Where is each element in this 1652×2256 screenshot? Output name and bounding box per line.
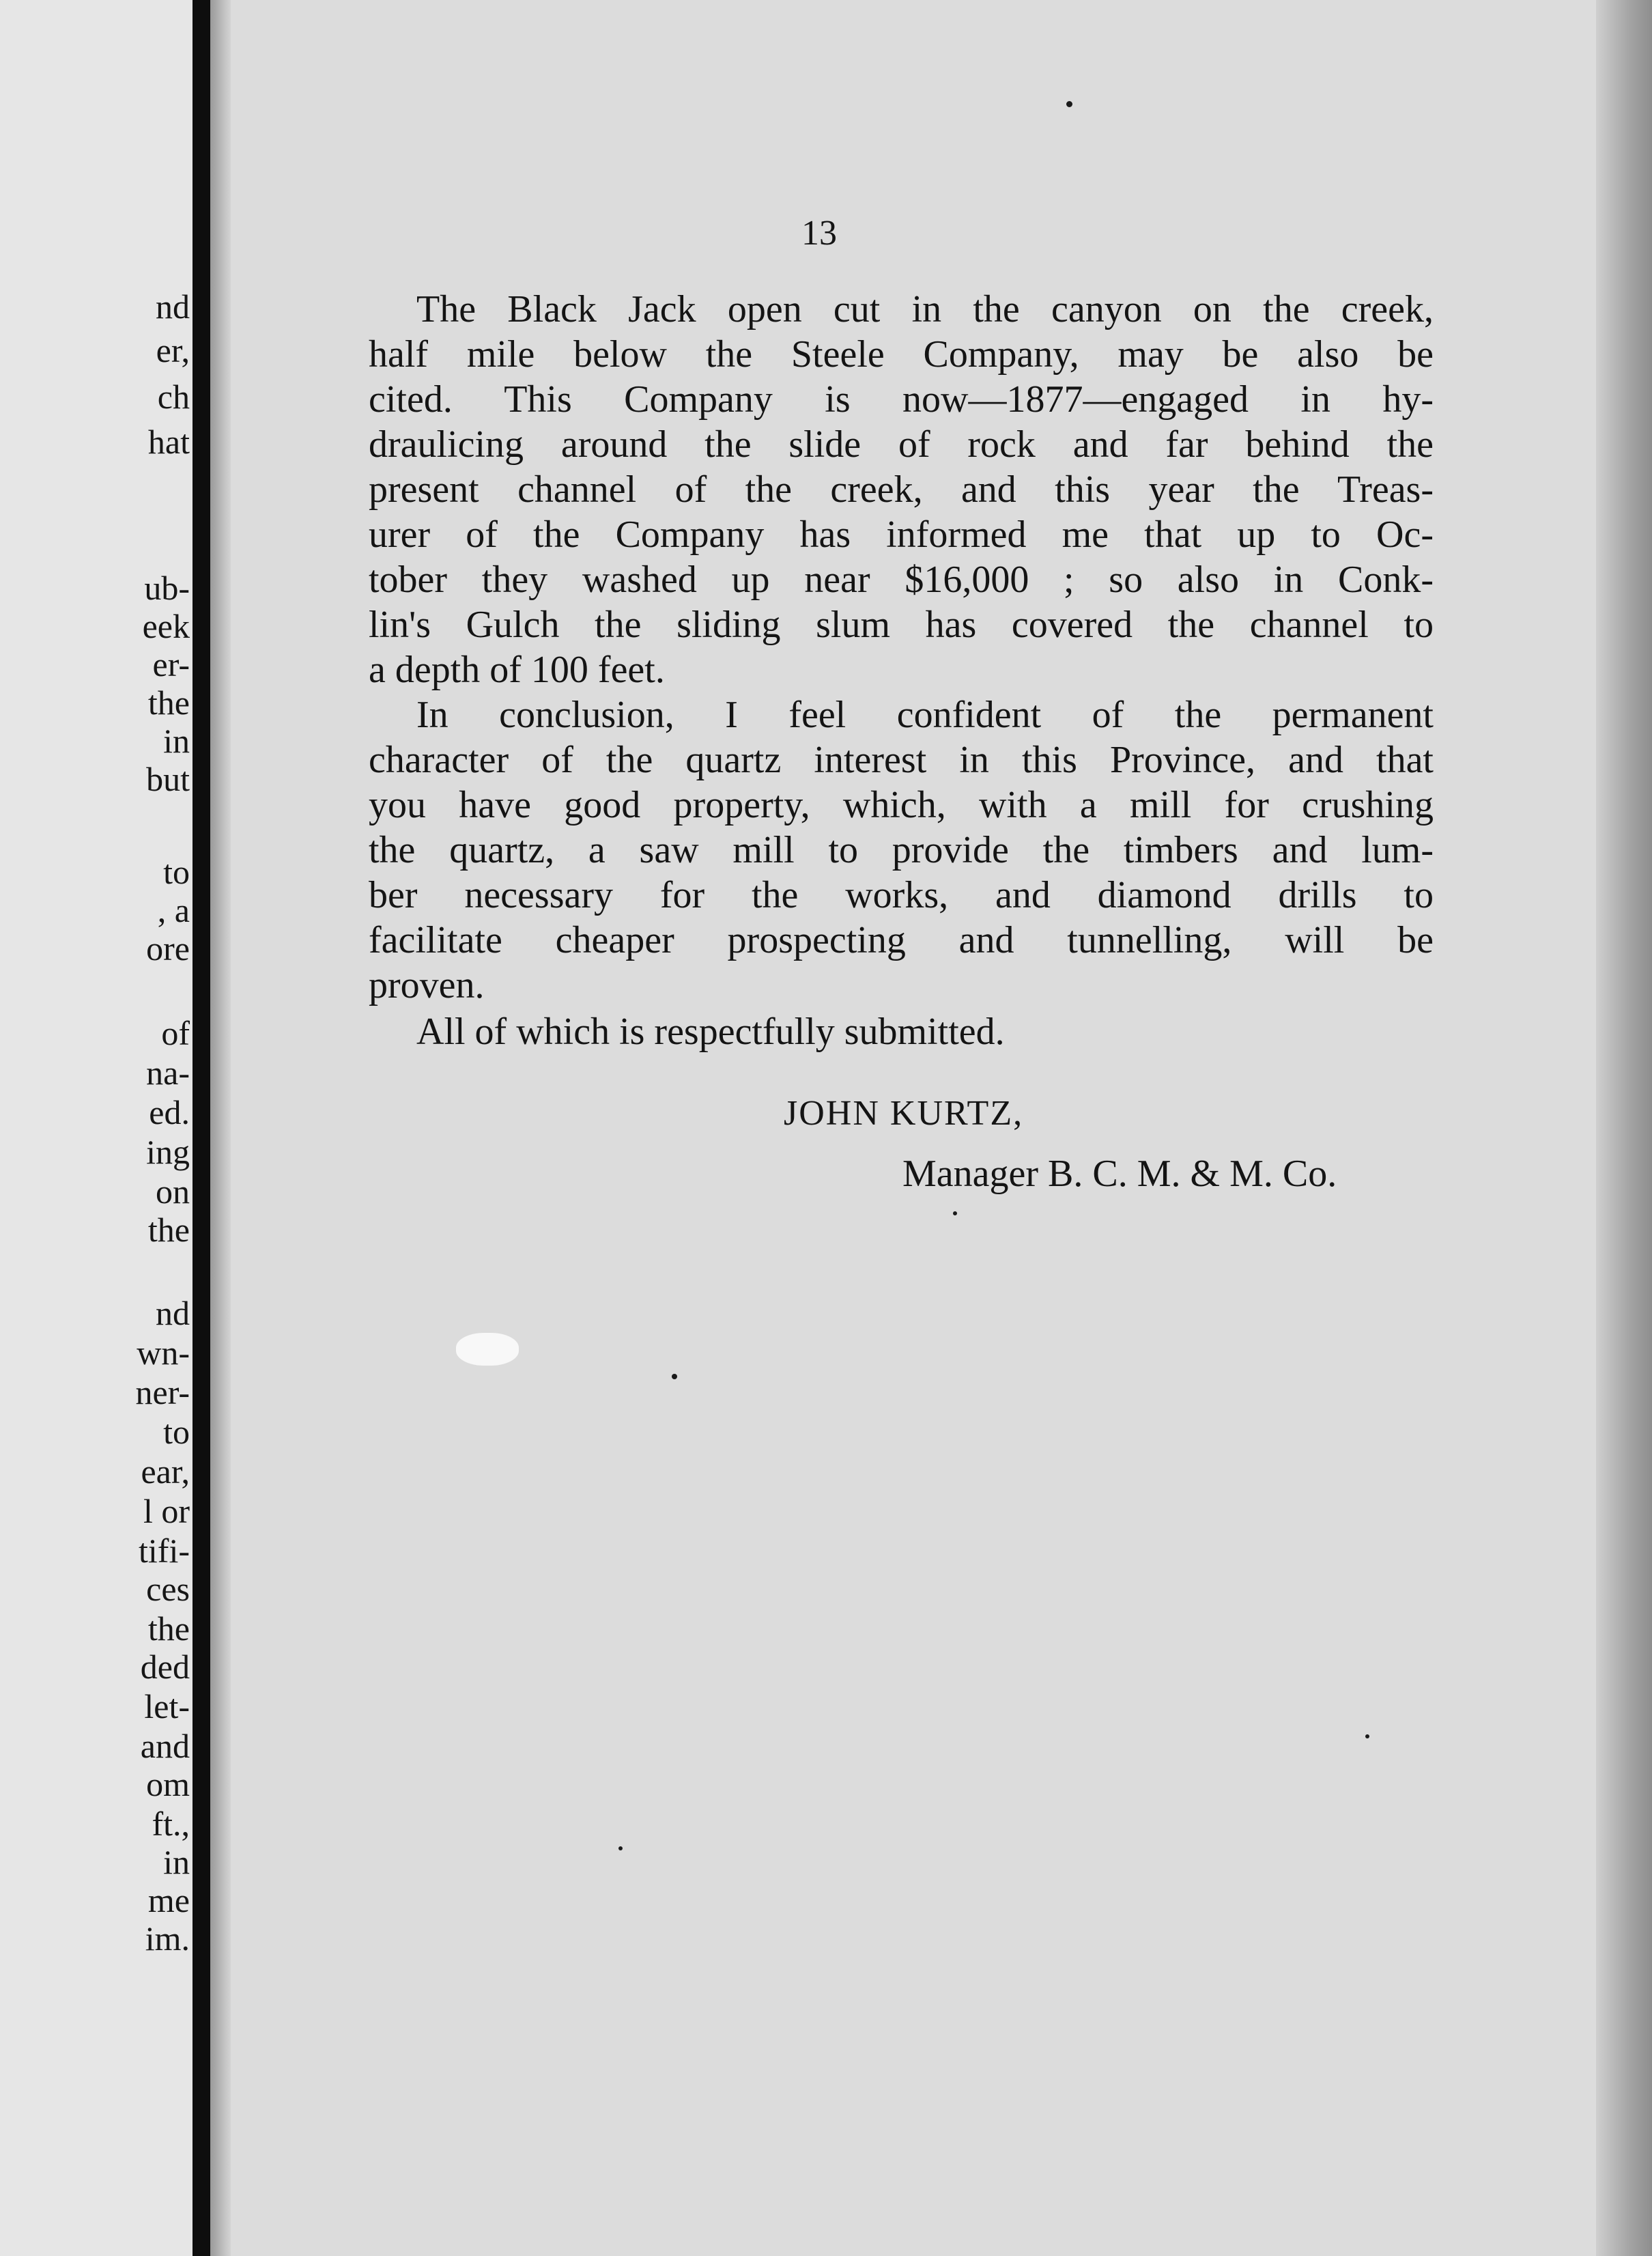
text-line: character of the quartz interest in this Province, and that [369,739,1434,781]
text-line: present channel of the creek, and this year the Treas- [369,468,1434,511]
facing-page-fragment: eek [142,607,190,645]
page-edge-shadow [1596,0,1652,2256]
page-number: 13 [801,214,837,253]
facing-page-fragment: ing [146,1133,190,1171]
text-line: cited. This Company is now—1877—engaged in hy- [369,378,1434,421]
facing-page-fragment: ft., [152,1805,190,1843]
facing-page-fragment: me [147,1881,190,1919]
text-line: urer of the Company has informed me that up to Oc- [369,513,1434,556]
text-line: a depth of 100 feet. [369,649,665,691]
text-line: draulicing around the slide of rock and far behind the [369,423,1434,466]
facing-page-fragment: and [140,1727,190,1765]
facing-page-fragment: , a [157,891,190,929]
facing-page-fragment: er, [156,331,190,369]
scan-speck [618,1846,623,1850]
facing-page-fragment: nd [156,287,190,326]
facing-page-fragment: but [146,760,190,798]
book-gutter [193,0,210,2256]
facing-page-fragment: ub- [144,569,190,607]
facing-page-fragment: l or [143,1492,190,1530]
text-line: lin's Gulch the sliding slum has covered the channel to [369,604,1434,646]
scan-speck [1365,1734,1369,1738]
facing-page-fragment: on [156,1172,190,1211]
facing-page-fragment: hat [147,423,190,461]
text-line: the quartz, a saw mill to provide the timbers and lum- [369,829,1434,871]
facing-page-fragment: to [163,1413,190,1451]
facing-page-fragment: om [146,1765,190,1803]
facing-page-fragment: the [147,1211,190,1249]
facing-page-fragment: let- [144,1687,190,1725]
facing-page-fragment: tifi- [139,1532,190,1570]
scan-blot [456,1333,519,1366]
text-line: The Black Jack open cut in the canyon on the creek, [416,288,1434,330]
scan-speck [672,1374,677,1379]
text-line: In conclusion, I feel confident of the permanent [416,694,1434,736]
facing-page-fragment: the [147,1609,190,1648]
facing-page-fragment: ner- [135,1373,190,1411]
facing-page-fragment: ces [146,1570,190,1608]
facing-page-fragment: of [161,1014,190,1052]
text-line: you have good property, which, with a mill for crushing [369,784,1434,826]
signature-name: JOHN KURTZ, [784,1094,1024,1133]
facing-page-fragment: ded [140,1648,190,1686]
text-line: ber necessary for the works, and diamond drills to [369,874,1434,916]
facing-page-fragment: ear, [141,1452,190,1491]
text-line: tober they washed up near $16,000 ; so also in Conk- [369,559,1434,601]
text-line: proven. [369,964,485,1006]
facing-page-fragment: im. [145,1919,190,1958]
facing-page-fragment: ed. [149,1093,190,1131]
facing-page-fragment: ore [146,929,190,968]
facing-page-left [0,0,193,2256]
facing-page-fragment: in [163,1843,190,1881]
facing-page-fragment: the [147,683,190,722]
text-line: half mile below the Steele Company, may be also be [369,333,1434,376]
facing-page-fragment: er- [152,645,190,683]
signature-title: Manager B. C. M. & M. Co. [902,1153,1337,1195]
gutter-shadow [210,0,231,2256]
facing-page-fragment: wn- [137,1334,190,1372]
scan-speck [953,1211,957,1215]
facing-page-fragment: ch [157,378,190,416]
facing-page-fragment: in [163,722,190,760]
text-line: facilitate cheaper prospecting and tunnelling, will be [369,919,1434,961]
facing-page-fragment: to [163,853,190,891]
scan-speck [1066,101,1072,107]
facing-page-fragment: nd [156,1294,190,1332]
text-line: All of which is respectfully submitted. [416,1011,1005,1053]
facing-page-fragment: na- [146,1054,190,1092]
